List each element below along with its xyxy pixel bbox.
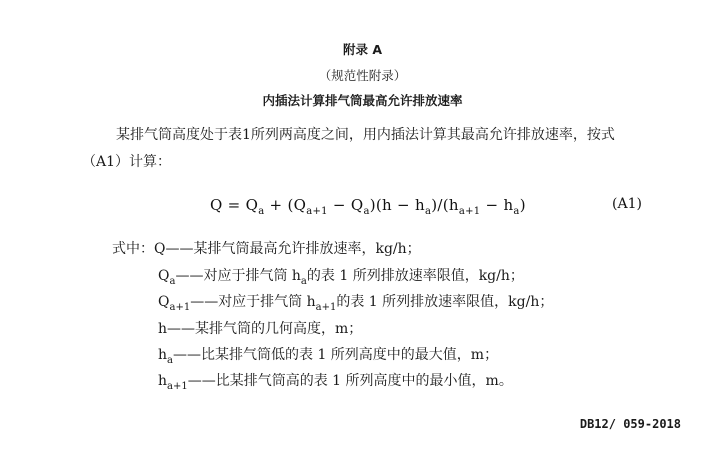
formula-sub: a	[513, 206, 520, 217]
formula-sub: a+1	[306, 206, 328, 217]
formula-sub: a	[424, 206, 432, 217]
formula-sub: a+1	[458, 206, 481, 217]
definition-h: h——某排气筒的几何高度，m；	[158, 321, 363, 337]
symbol: Q	[158, 294, 170, 310]
formula-part: − Q	[327, 196, 364, 214]
symbol-sub: a	[169, 276, 176, 287]
symbol-sub: a	[300, 276, 307, 287]
formula-part: + (Q	[264, 196, 307, 214]
symbol: h	[158, 347, 168, 363]
definition-q	[112, 238, 421, 258]
symbol-sub: a+1	[167, 381, 188, 392]
definition-text: 的表 1 所列排放速率限值，kg/h；	[336, 294, 554, 310]
definition-ha1	[158, 370, 513, 390]
formula-part: Q = Q	[210, 196, 259, 214]
definition-qa1	[158, 291, 553, 311]
definition-q-text: Q——某排气筒最高允许排放速率，kg/h；	[154, 241, 421, 257]
appendix-title: 附录 A	[342, 42, 383, 57]
definition-qa	[158, 265, 524, 285]
formula-sub: a	[258, 206, 265, 217]
intro-paragraph: 某排气筒高度处于表1所列两高度之间，用内插法计算其最高允许排放速率，按式（A1）计算：	[82, 127, 615, 170]
formula-part: − h	[480, 196, 514, 214]
formula-part: )(h − h	[369, 196, 425, 214]
definition-text: 的表 1 所列排放速率限值，kg/h；	[306, 268, 524, 284]
symbol-sub: a+1	[169, 302, 191, 313]
symbol-sub: a	[167, 355, 173, 366]
interpolation-formula	[210, 196, 526, 217]
formula-part: )	[519, 196, 526, 214]
formula-part: )/(h	[431, 196, 459, 214]
formula-line	[82, 196, 642, 220]
definition-text: ——对应于排气筒 h	[175, 268, 301, 284]
appendix-subtitle: （规范性附录）	[318, 68, 407, 83]
definition-text: ——比某排气筒低的表 1 所列高度中的最大值，m；	[173, 347, 499, 363]
document-number: DB12/ 059-2018	[579, 417, 681, 431]
symbol: Q	[158, 268, 170, 284]
definition-text: ——比某排气筒高的表 1 所列高度中的最小值，m。	[187, 373, 513, 389]
definition-text: ——对应于排气筒 h	[190, 294, 316, 310]
definition-ha	[158, 344, 498, 364]
symbol-sub: a+1	[315, 302, 337, 313]
appendix-heading: 内插法计算排气筒最高允许排放速率	[262, 93, 463, 108]
definitions-intro: 式中：	[112, 241, 154, 257]
symbol: h	[158, 373, 168, 389]
formula-number: (A1)	[612, 196, 642, 212]
formula-sub: a	[363, 206, 370, 217]
